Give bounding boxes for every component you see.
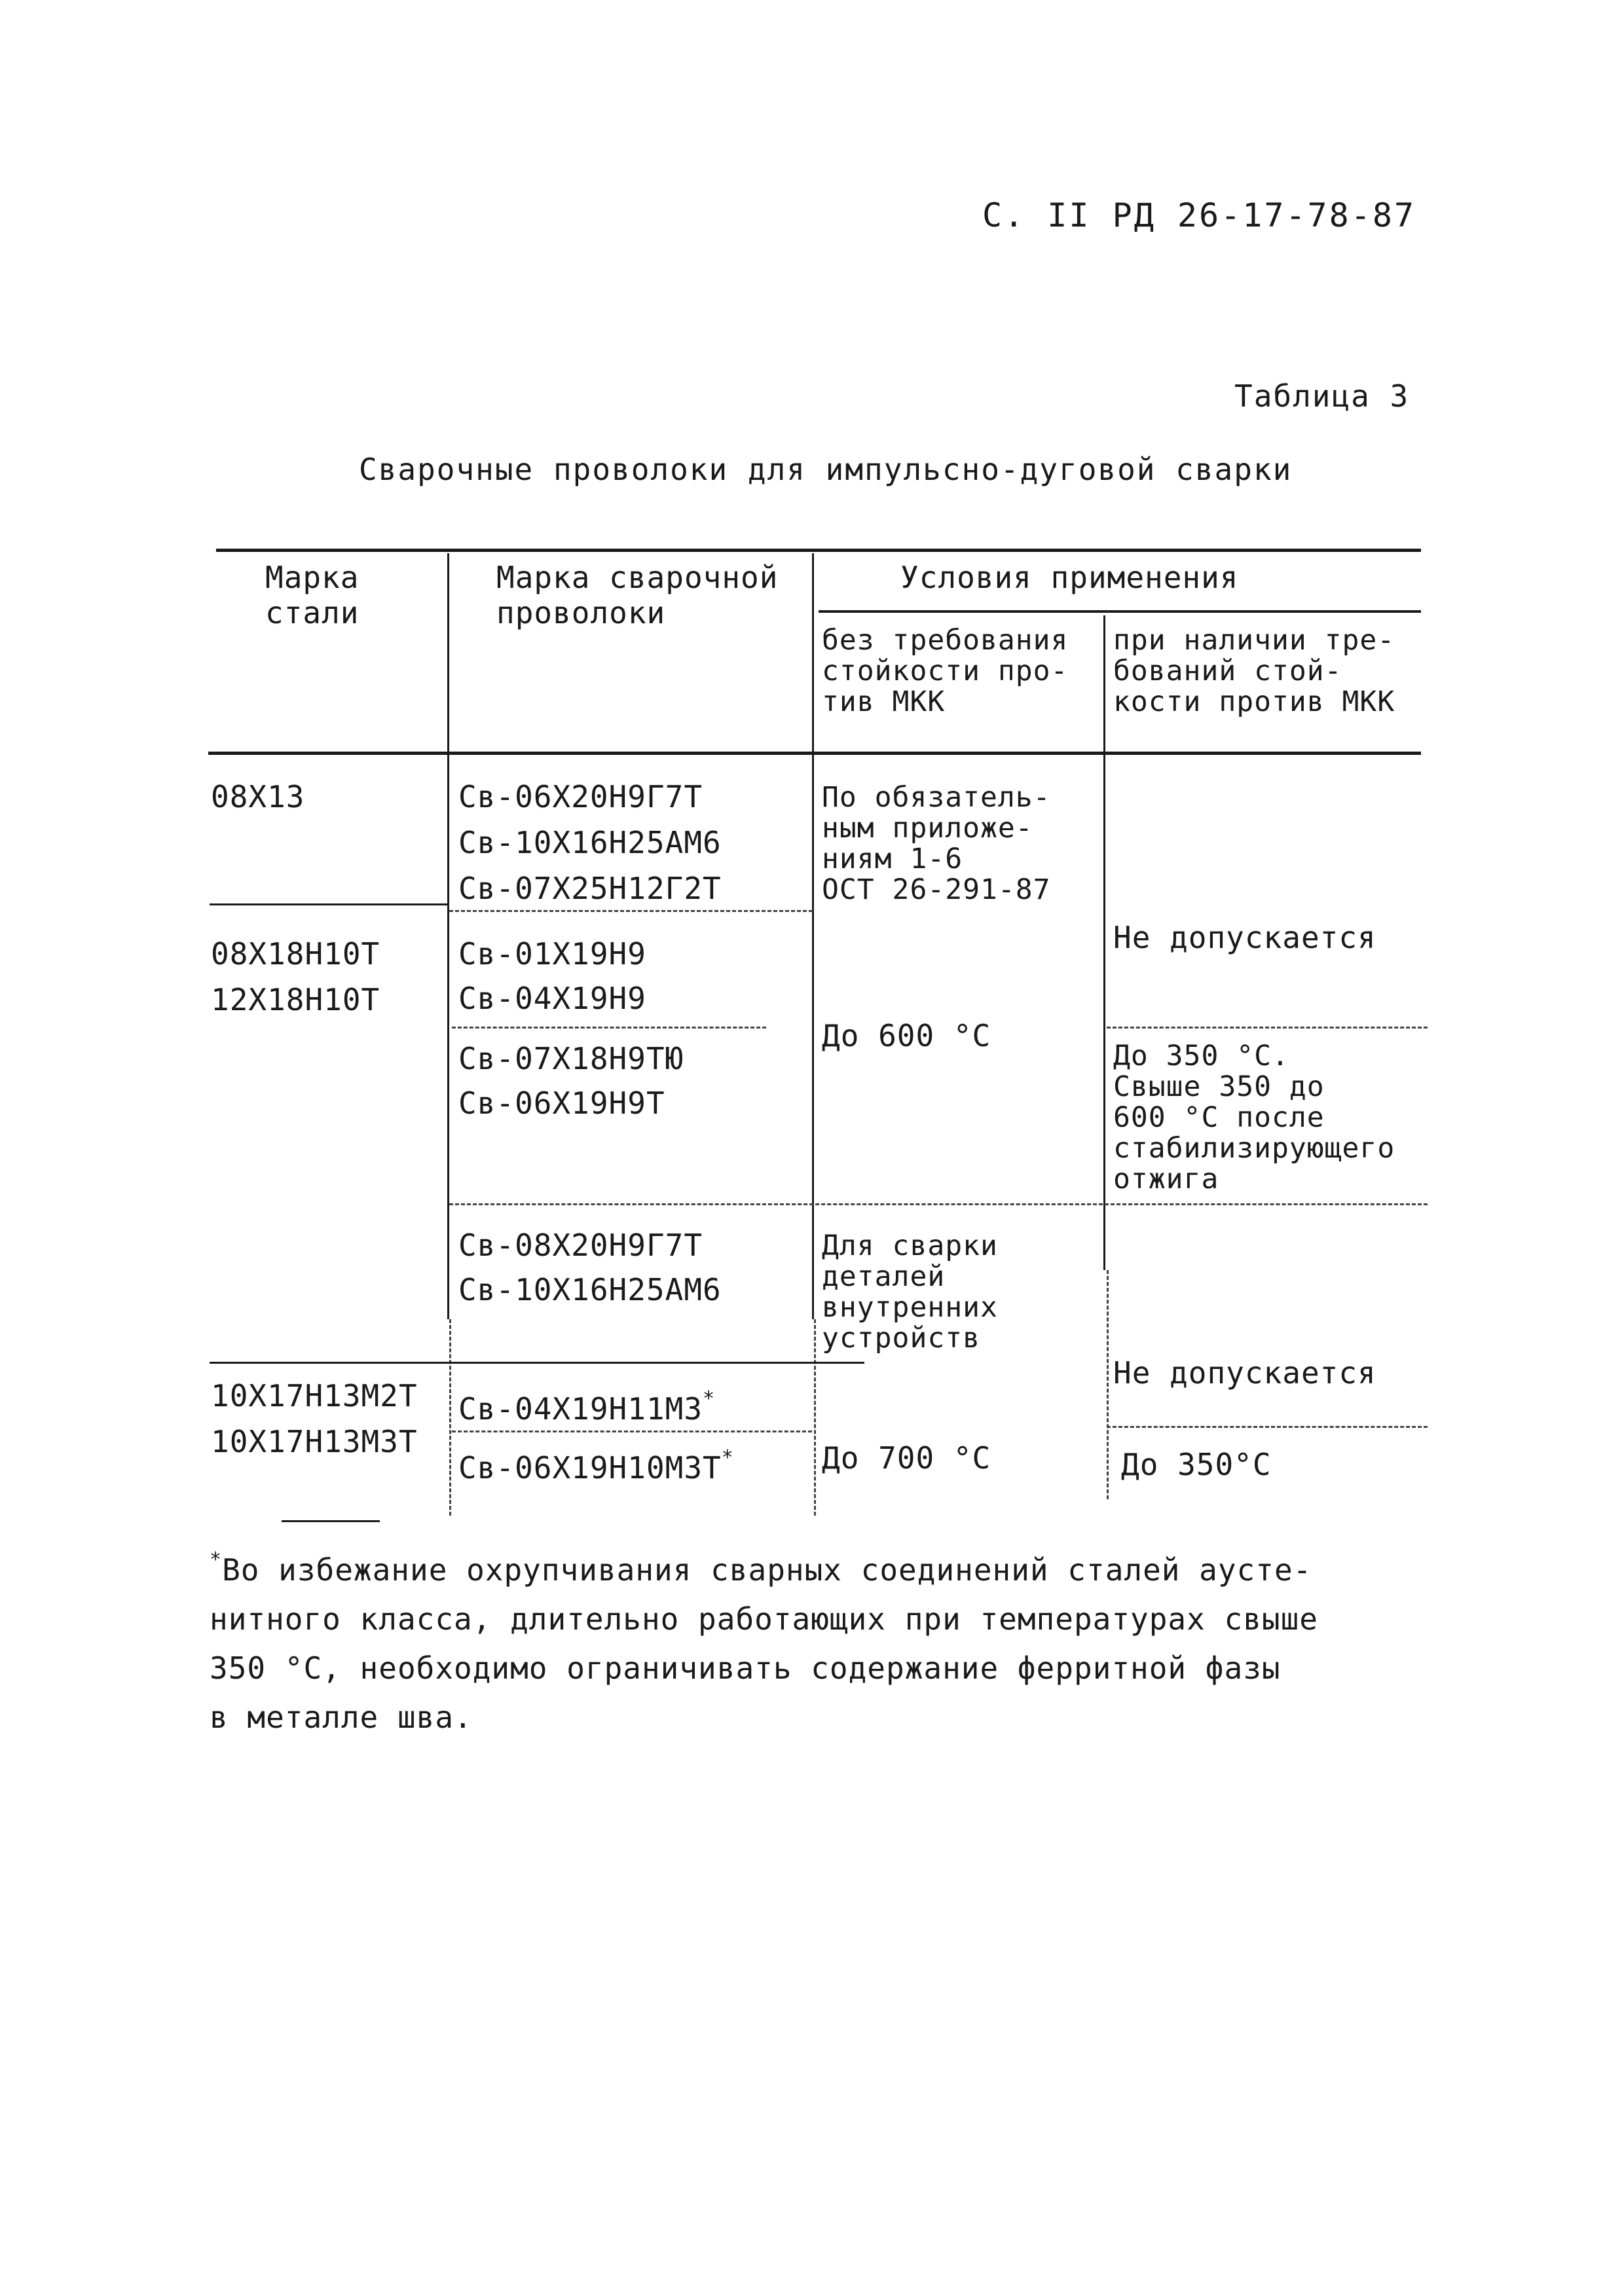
steel-grade: 08Х18Н10Т [211,936,380,972]
condition-with-req-text: До 350°С [1121,1447,1272,1482]
table-label: Таблица 3 [1234,378,1410,414]
header-steel-grade: Марка стали [265,560,360,630]
wire-grade: Св-07Х25Н12Г2Т [458,871,722,906]
table-title: Сварочные проволоки для импульсно-дуговой сварки [359,452,1293,487]
header-conditions: Условия применения [900,560,1239,595]
condition-text: Для сварки деталей внутренних устройств [822,1230,998,1355]
not-allowed-text: Не допускается [1113,1355,1376,1391]
not-allowed-text: Не допускается [1113,920,1376,955]
wire-grade-with-footnote [458,1381,715,1427]
wire-grade: Св-01Х19Н9 [458,936,646,972]
row-sep-1-wire [449,910,813,912]
steel-grade: 10Х17Н13М3Т [211,1424,418,1459]
steel-grade: 10Х17Н13М2Т [211,1378,418,1413]
row-sep-2b [449,1203,1428,1205]
col-divider-3 [1103,615,1105,1270]
condition-text: До 700 °С [822,1440,991,1476]
col-divider-3-tail [1107,1270,1109,1499]
wire-grade: Св-10Х16Н25АМ6 [458,825,722,860]
table-top-rule [216,549,1421,552]
row-sep-1 [210,903,449,905]
wire-grade: Св-06Х20Н9Г7Т [458,779,703,814]
wire-grade: Св-04Х19Н9 [458,981,646,1016]
col-divider-2-tail [814,1319,816,1516]
footnote-marker: * [721,1446,734,1469]
row-sep-2a [452,1027,766,1029]
wire-grade: Св-06Х19Н9Т [458,1085,665,1121]
header-no-requirement: без требования стойкости про- тив МКК [822,624,1069,718]
footnote-rule [282,1520,380,1522]
condition-text: До 600 °С [822,1018,991,1053]
condition-text: По обязатель- ным приложе- ниям 1-6 ОСТ 26-291-87 [822,781,1051,906]
subheader-rule [819,610,1421,613]
wire-grade: Св-08Х20Н9Г7Т [458,1228,703,1263]
wire-grade-with-footnote [458,1440,734,1485]
page-header: С. II РД 26-17-78-87 [982,196,1416,234]
row-sep-4 [452,1430,812,1432]
footnote [210,1535,1318,1742]
footnote-marker: * [210,1548,223,1571]
header-with-requirement: при наличии тре- бований стой- кости против МКК [1113,624,1395,718]
wire-grade: Св-04Х19Н11М3 [458,1391,703,1427]
wire-grade: Св-07Х18Н9ТЮ [458,1041,684,1076]
col-divider-1-tail [449,1319,451,1516]
wire-grade: Св-10Х16Н25АМ6 [458,1272,722,1307]
wire-grade: Св-06Х19Н10М3Т [458,1450,722,1485]
steel-grade: 08Х13 [211,779,305,814]
row-sep-3 [210,1362,864,1364]
footnote-text: Во избежание охрупчивания сварных соединений сталей аусте- нитного класса, длительно работающих при температурах свыше 350 °С, необходимо ограничивать содержание ферритной фазы в металле шва. [210,1552,1318,1735]
header-bottom-rule [208,752,1421,755]
row-sep-3-req [1107,1426,1428,1428]
condition-with-req-text: До 350 °С. Свыше 350 до 600 °С после стабилизирующего отжига [1113,1040,1395,1195]
footnote-marker: * [703,1387,716,1410]
steel-grade: 12Х18Н10Т [211,982,380,1017]
row-sep-2-req [1107,1027,1428,1029]
header-wire-grade: Марка сварочной проволоки [496,560,779,630]
